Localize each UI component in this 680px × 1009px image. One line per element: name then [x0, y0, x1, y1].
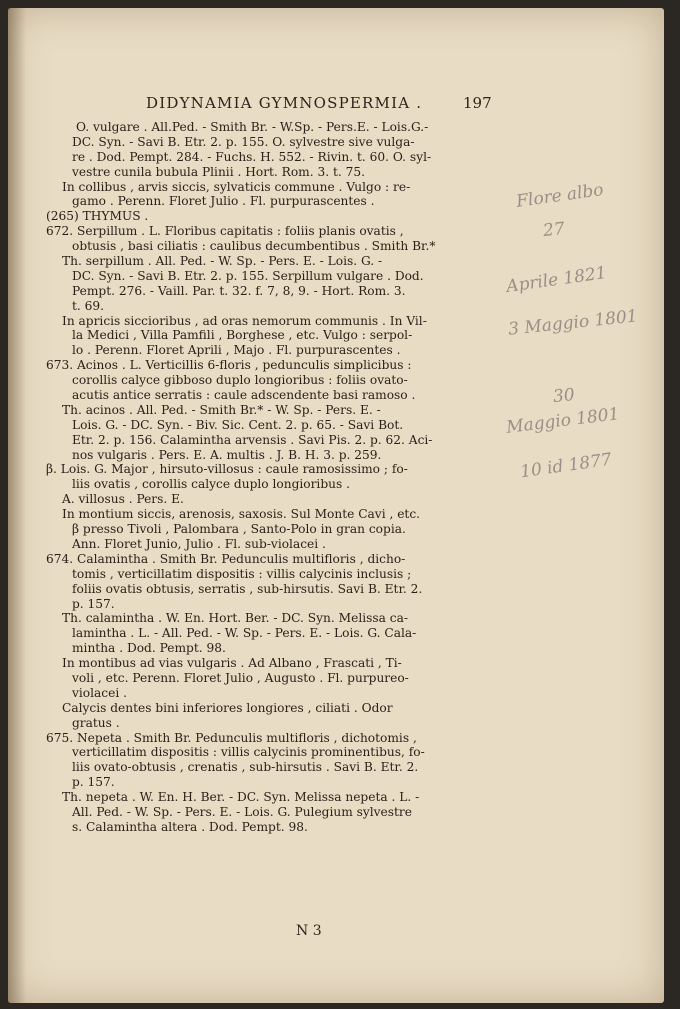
text-line: (265) THYMUS .: [46, 209, 149, 224]
text-line: DC. Syn. - Savi B. Etr. 2. p. 155. Serpillum vulgare . Dod.: [72, 268, 424, 283]
text-line: Pempt. 276. - Vaill. Par. t. 32. f. 7, 8, 9. - Hort. Rom. 3.: [72, 283, 406, 298]
signature-mark: N 3: [296, 923, 322, 939]
text-line: s. Calamintha altera . Dod. Pempt. 98.: [72, 819, 308, 834]
text-line: tomis , verticillatim dispositis : villis calycinis inclusis ;: [72, 566, 412, 581]
text-line: p. 157.: [72, 596, 115, 611]
text-line: obtusis , basi ciliatis : caulibus decumbentibus . Smith Br.*: [72, 239, 436, 254]
text-line: DC. Syn. - Savi B. Etr. 2. p. 155. O. sylvestre sive vulga-: [72, 134, 415, 149]
handwritten-note: Maggio 1801: [505, 404, 621, 438]
handwritten-note: 3 Maggio 1801: [507, 306, 639, 340]
text-line: acutis antice serratis : caule adscendente basi ramoso .: [72, 388, 416, 403]
text-line: 674. Calamintha . Smith Br. Pedunculis multifloris , dicho-: [46, 551, 406, 566]
text-line: vestre cunila bubula Plinii . Hort. Rom. 3. t. 75.: [72, 164, 366, 179]
page-number: 197: [463, 94, 492, 112]
text-line: In montibus ad vias vulgaris . Ad Albano , Frascati , Ti-: [62, 656, 402, 671]
text-line: 675. Nepeta . Smith Br. Pedunculis multifloris , dichotomis ,: [46, 730, 417, 745]
text-line: Th. calamintha . W. En. Hort. Ber. - DC. Syn. Melissa ca-: [62, 611, 408, 626]
text-line: O. vulgare . All.Ped. - Smith Br. - W.Sp. - Pers.E. - Lois.G.-: [76, 120, 429, 134]
text-line: In montium siccis, arenosis, saxosis. Sul Monte Cavi , etc.: [62, 507, 421, 522]
text-line: β. Lois. G. Major , hirsuto-villosus : caule ramosissimo ; fo-: [46, 462, 408, 477]
text-line: re . Dod. Pempt. 284. - Fuchs. H. 552. - Rivin. t. 60. O. syl-: [72, 149, 432, 164]
text-line: β presso Tivoli , Palombara , Santo-Polo in gran copia.: [72, 522, 406, 537]
text-line: Ann. Floret Junio, Julio . Fl. sub-violacei .: [72, 536, 326, 551]
page-header: [8, 94, 664, 114]
handwritten-note: 10 id 1877: [519, 449, 613, 483]
handwritten-note: Aprile 1821: [505, 263, 608, 297]
page-gutter-shadow: [8, 8, 26, 1003]
text-line: Calycis dentes bini inferiores longiores , ciliati . Odor: [62, 700, 393, 715]
text-line: In apricis siccioribus , ad oras nemorum communis . In Vil-: [62, 313, 427, 328]
handwritten-note: 27: [542, 218, 566, 242]
text-line: liis ovatis , corollis calyce duplo longioribus .: [72, 477, 350, 492]
text-line: 673. Acinos . L. Verticillis 6-floris , pedunculis simplicibus :: [46, 358, 412, 373]
text-line: corollis calyce gibboso duplo longioribus : foliis ovato-: [72, 373, 408, 388]
text-line: nos vulgaris . Pers. E. A. multis . J. B. H. 3. p. 259.: [72, 447, 382, 462]
text-line: verticillatim dispositis : villis calycinis prominentibus, fo-: [72, 745, 425, 760]
text-line: voli , etc. Perenn. Floret Julio , Augusto . Fl. purpureo-: [72, 670, 409, 685]
text-line: violacei .: [72, 685, 127, 700]
text-line: mintha . Dod. Pempt. 98.: [72, 641, 226, 656]
text-line: t. 69.: [72, 298, 105, 313]
text-line: Th. nepeta . W. En. H. Ber. - DC. Syn. Melissa nepeta . L. -: [62, 790, 420, 805]
text-line: Th. acinos . All. Ped. - Smith Br.* - W. Sp. - Pers. E. -: [62, 402, 381, 417]
handwritten-note: Flore albo: [515, 179, 605, 213]
text-line: 672. Serpillum . L. Floribus capitatis : foliis planis ovatis ,: [46, 224, 404, 239]
text-line: gamo . Perenn. Floret Julio . Fl. purpurascentes .: [72, 194, 375, 209]
text-line: In collibus , arvis siccis, sylvaticis commune . Vulgo : re-: [62, 179, 411, 194]
text-line: la Medici , Villa Pamfili , Borghese , etc. Vulgo : serpol-: [72, 328, 413, 343]
text-line: p. 157.: [72, 775, 115, 790]
text-line: lo . Perenn. Floret Aprili , Majo . Fl. purpurascentes .: [72, 343, 401, 358]
text-line: Etr. 2. p. 156. Calamintha arvensis . Savi Pis. 2. p. 62. Aci-: [72, 432, 433, 447]
running-head: DIDYNAMIA GYMNOSPERMIA .: [146, 94, 423, 112]
handwritten-note: 30: [552, 384, 576, 408]
text-line: A. villosus . Pers. E.: [62, 492, 184, 507]
text-line: All. Ped. - W. Sp. - Pers. E. - Lois. G. Pulegium sylvestre: [72, 804, 412, 819]
body-text: [46, 120, 516, 835]
text-line: gratus .: [72, 715, 120, 730]
text-line: liis ovato-obtusis , crenatis , sub-hirsutis . Savi B. Etr. 2.: [72, 760, 419, 775]
text-line: lamintha . L. - All. Ped. - W. Sp. - Pers. E. - Lois. G. Cala-: [72, 626, 417, 641]
text-line: Th. serpillum . All. Ped. - W. Sp. - Pers. E. - Lois. G. -: [62, 254, 383, 269]
book-page: [8, 8, 664, 1003]
text-line: foliis ovatis obtusis, serratis , sub-hirsutis. Savi B. Etr. 2.: [72, 581, 423, 596]
text-line: Lois. G. - DC. Syn. - Biv. Sic. Cent. 2. p. 65. - Savi Bot.: [72, 417, 404, 432]
